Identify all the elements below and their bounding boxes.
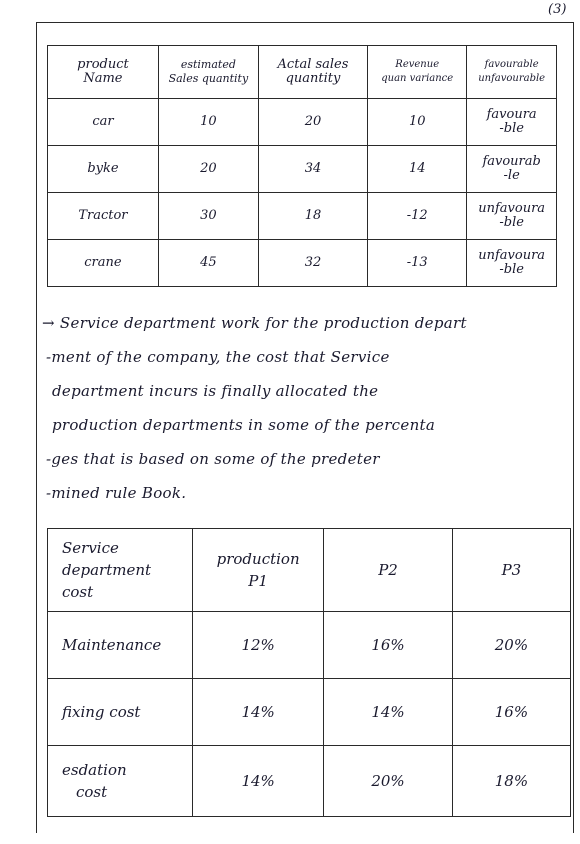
header-estimated-quantity: estimated Sales quantity [158,46,258,99]
header-product-name: product Name [48,46,159,99]
service-department-paragraph [42,306,572,510]
status-cell: unfavoura -ble [467,193,557,240]
product-variance-table [47,45,557,287]
p1-cell: 12% [193,612,324,679]
estimated-cell: 20 [158,146,258,193]
estimated-cell: 10 [158,99,258,146]
p3-cell: 16% [452,679,570,746]
header-p2: P2 [324,529,453,612]
p1-cell: 14% [193,679,324,746]
variance-cell: 14 [368,146,467,193]
table-row [48,146,557,193]
header-service-department-cost: Service department cost [48,529,193,612]
paragraph-line: production departments in some of the percenta [52,416,436,434]
header-actual-quantity: Actal sales quantity [258,46,367,99]
p3-cell: 20% [452,612,570,679]
estimated-cell: 30 [158,193,258,240]
paragraph-line: → Service department work for the production depart [42,314,467,332]
status-cell: favourab -le [467,146,557,193]
actual-cell: 18 [258,193,367,240]
p2-cell: 16% [324,612,453,679]
paragraph-line: -ges that is based on some of the predeter [46,450,380,468]
header-production-p1: production P1 [193,529,324,612]
actual-cell: 32 [258,240,367,287]
p1-cell: 14% [193,746,324,817]
table-header-row [48,529,571,612]
status-cell: favoura -ble [467,99,557,146]
actual-cell: 34 [258,146,367,193]
estimated-cell: 45 [158,240,258,287]
paragraph-line: -mined rule Book. [46,484,187,502]
table-row [48,240,557,287]
table-row [48,746,571,817]
cost-allocation-table [47,528,571,817]
product-cell: Tractor [48,193,159,240]
p2-cell: 14% [324,679,453,746]
page-number: (3) [548,2,567,17]
product-cell: byke [48,146,159,193]
actual-cell: 20 [258,99,367,146]
paragraph-line: -ment of the company, the cost that Service [46,348,390,366]
variance-cell: 10 [368,99,467,146]
table-row [48,679,571,746]
header-favourable-status: favourable unfavourable [467,46,557,99]
product-cell: crane [48,240,159,287]
status-cell: unfavoura -ble [467,240,557,287]
variance-cell: -12 [368,193,467,240]
cost-label-cell: esdation cost [48,746,193,817]
p3-cell: 18% [452,746,570,817]
product-cell: car [48,99,159,146]
header-revenue-variance: Revenue quan variance [368,46,467,99]
table-header-row [48,46,557,99]
variance-cell: -13 [368,240,467,287]
table-row [48,612,571,679]
table-row [48,99,557,146]
paragraph-line: department incurs is finally allocated the [52,382,379,400]
header-p3: P3 [452,529,570,612]
cost-label-cell: Maintenance [48,612,193,679]
p2-cell: 20% [324,746,453,817]
cost-label-cell: fixing cost [48,679,193,746]
table-row [48,193,557,240]
